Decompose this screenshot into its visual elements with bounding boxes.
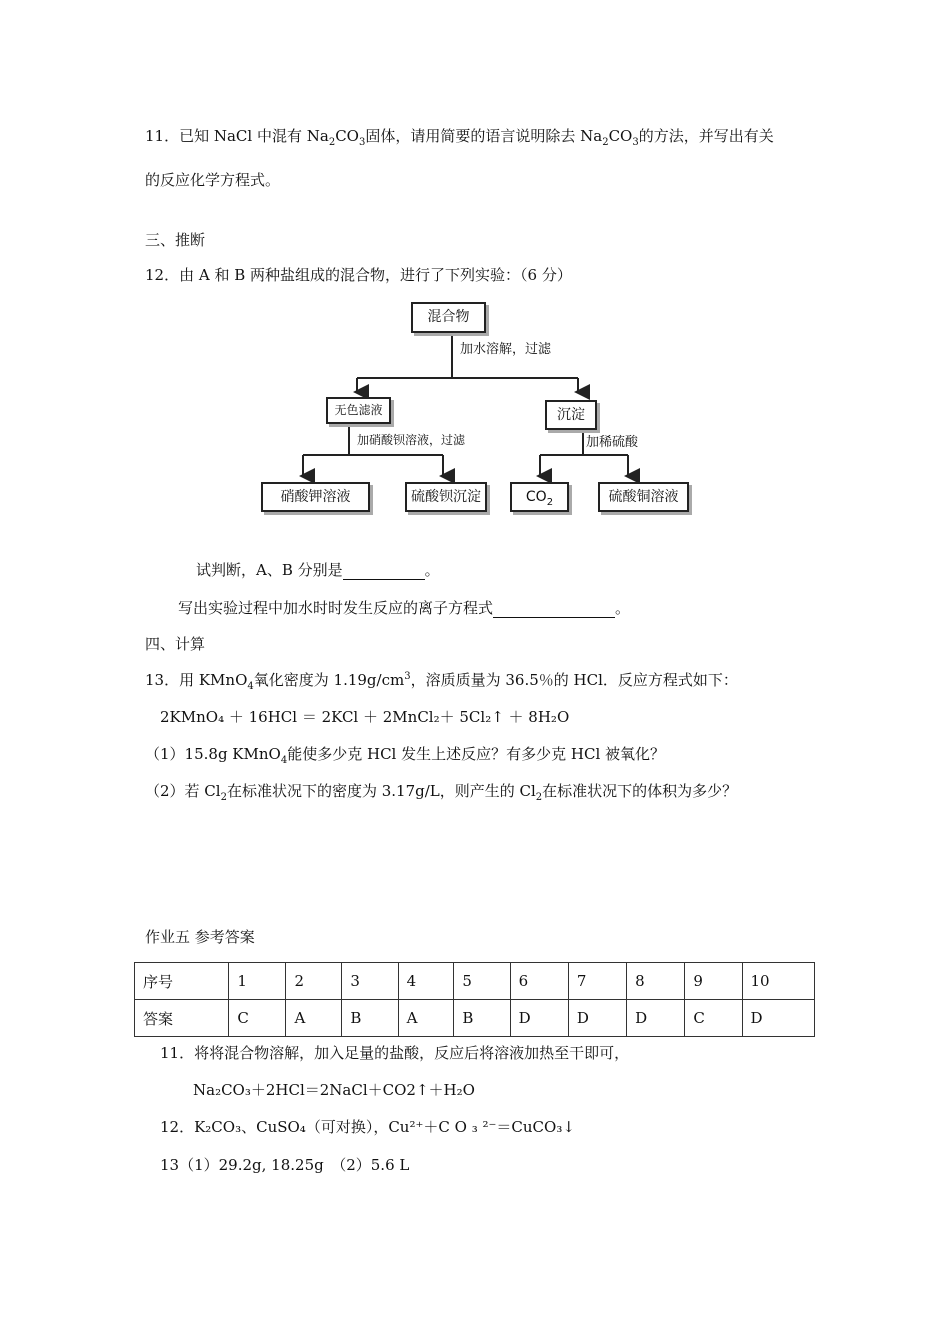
flow-precipitate-box: 沉淀 — [545, 400, 597, 430]
table-row — [135, 963, 815, 1000]
flow-co2-box: $CO_2$ — [510, 482, 569, 512]
table-cell: D — [568, 1000, 626, 1037]
table-cell: B — [342, 1000, 398, 1037]
table-cell: 10 — [742, 963, 815, 1000]
flow-cuso4-box: 硫酸铜溶液 — [598, 482, 689, 512]
answers-table — [134, 962, 815, 1037]
table-cell: B — [454, 1000, 510, 1037]
table-cell: D — [627, 1000, 685, 1037]
flow-filtrate-box: 无色滤液 — [326, 397, 391, 424]
table-cell: D — [510, 1000, 568, 1037]
table-cell: 6 — [510, 963, 568, 1000]
flow-step2-label: 加硝酸钡溶液，过滤 — [357, 433, 466, 447]
table-cell: A — [286, 1000, 342, 1037]
q13-part2: （2）若 $Cl_2$在标准状况下的密度为 3.17g/L，则产生的 $Cl_2$在标准状况下的体积为多少？ — [145, 782, 738, 803]
table-cell: C — [229, 1000, 286, 1037]
q13-equation: 2KMnO₄ ＋ 16HCl ＝ 2KCl ＋ 2MnCl₂＋ 5Cl₂↑ ＋ 8H₂O — [160, 708, 570, 726]
table-cell: 序号 — [135, 963, 229, 1000]
table-cell: D — [742, 1000, 815, 1037]
table-row — [135, 1000, 815, 1037]
q12-ask1: 试判断，A、B 分别是 。 — [196, 561, 440, 579]
table-cell: 1 — [229, 963, 286, 1000]
flow-baso4-box: 硫酸钡沉淀 — [405, 482, 487, 512]
flow-kno3-box: 硝酸钾溶液 — [261, 482, 370, 512]
table-cell: 9 — [685, 963, 742, 1000]
table-cell: 答案 — [135, 1000, 229, 1037]
table-cell: 3 — [342, 963, 398, 1000]
section-4-heading: 四、计算 — [145, 635, 206, 653]
answer-13: 13（1）29.2g, 18.25g （2）5.6 L — [160, 1156, 410, 1174]
table-cell: A — [398, 1000, 454, 1037]
q12-ask2: 写出实验过程中加水时时发生反应的离子方程式 。 — [178, 599, 631, 617]
table-cell: 5 — [454, 963, 510, 1000]
q11-line1: 11．已知 NaCl 中混有 $Na_2CO_3$固体，请用简要的语言说明除去 $Na_2CO_3$的方法，并写出有关 — [145, 127, 774, 148]
answer-11-equation: Na₂CO₃＋2HCl＝2NaCl＋CO2↑＋H₂O — [193, 1081, 475, 1099]
flow-step1-label: 加水溶解，过滤 — [460, 342, 552, 357]
flow-mixture-box: 混合物 — [411, 302, 486, 333]
q12-intro: 12．由 A 和 B 两种盐组成的混合物，进行了下列实验：（6 分） — [145, 266, 572, 284]
table-cell: 4 — [398, 963, 454, 1000]
q13-intro: 13．用 KMnO$_4$氧化密度为 $1.19g/cm^3$，溶质质量为 36.5％的 HCl．反应方程式如下： — [145, 671, 738, 692]
table-cell: C — [685, 1000, 742, 1037]
flowchart-lines — [0, 0, 950, 560]
section-3-heading: 三、推断 — [145, 231, 206, 249]
answer-12: 12．K₂CO₃、CuSO₄（可对换），Cu²⁺＋C O ₃ ²⁻＝CuCO₃↓ — [160, 1118, 575, 1136]
q11-line2: 的反应化学方程式。 — [145, 171, 281, 189]
answer-11: 11．将将混合物溶解，加入足量的盐酸，反应后将溶液加热至干即可， — [160, 1044, 630, 1062]
q13-part1: （1）15.8g KMnO$_4$能使多少克 HCl 发生上述反应？有多少克 HCl 被氧化？ — [145, 745, 666, 766]
table-cell: 2 — [286, 963, 342, 1000]
table-cell: 7 — [568, 963, 626, 1000]
flow-step3-label: 加稀硫酸 — [586, 435, 639, 450]
answers-title: 作业五 参考答案 — [145, 928, 255, 946]
table-cell: 8 — [627, 963, 685, 1000]
